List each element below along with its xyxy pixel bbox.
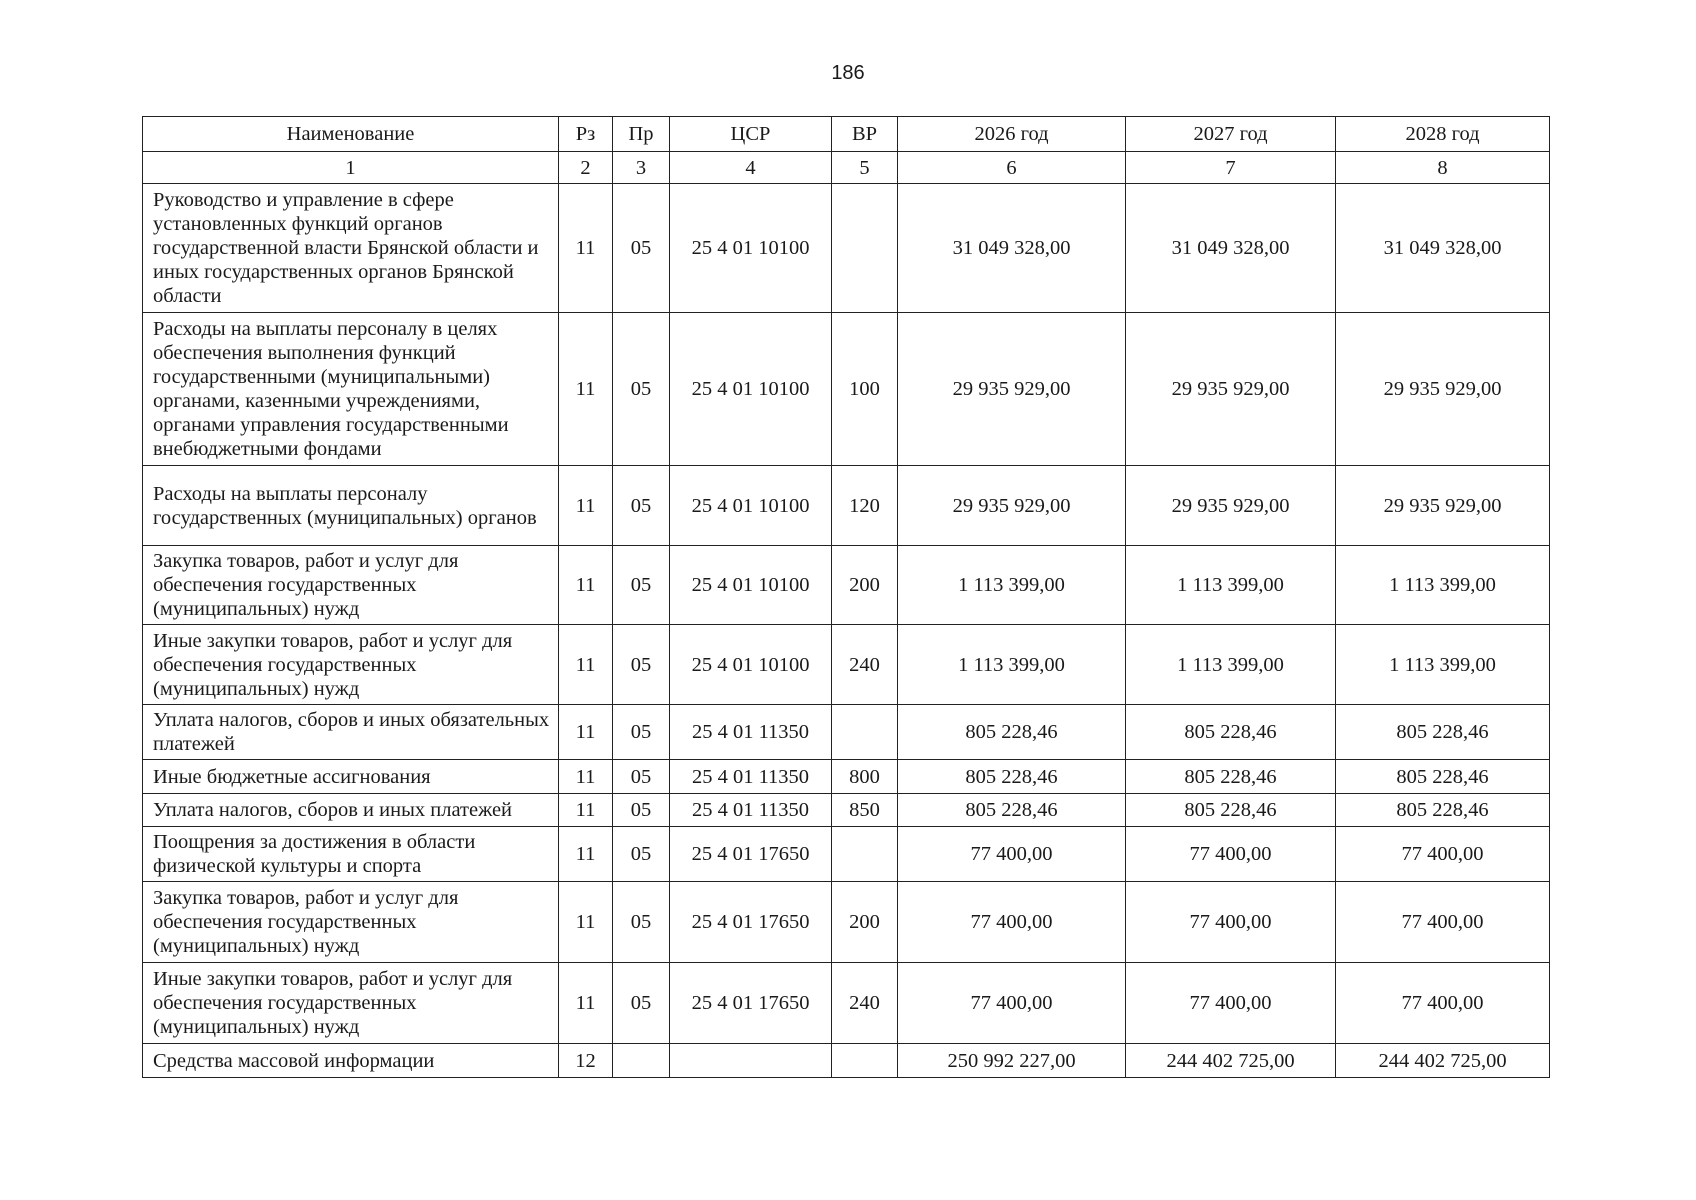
row-rz: 12 <box>559 1044 613 1078</box>
row-name: Расходы на выплаты персоналу в целях обеспечения выполнения функций государственными (муниципальными) органами, казенными учреждениями, органами управления государственными внебюджетными фондами <box>143 313 559 466</box>
row-vr: 240 <box>832 625 898 705</box>
row-vr <box>832 184 898 313</box>
row-csr: 25 4 01 17650 <box>670 963 832 1044</box>
row-csr: 25 4 01 17650 <box>670 882 832 963</box>
row-csr: 25 4 01 11350 <box>670 705 832 760</box>
row-csr: 25 4 01 10100 <box>670 313 832 466</box>
row-csr: 25 4 01 10100 <box>670 466 832 546</box>
column-number: 4 <box>670 152 832 184</box>
row-pr: 05 <box>613 760 670 794</box>
row-amount-2027: 77 400,00 <box>1126 882 1336 963</box>
table-row <box>143 794 1550 827</box>
row-amount-2027: 1 113 399,00 <box>1126 625 1336 705</box>
row-amount-2028: 805 228,46 <box>1336 794 1550 827</box>
row-name: Средства массовой информации <box>143 1044 559 1078</box>
row-vr: 800 <box>832 760 898 794</box>
row-vr: 100 <box>832 313 898 466</box>
row-pr: 05 <box>613 882 670 963</box>
header-2028: 2028 год <box>1336 117 1550 152</box>
row-amount-2027: 29 935 929,00 <box>1126 466 1336 546</box>
row-vr: 200 <box>832 546 898 625</box>
row-pr: 05 <box>613 466 670 546</box>
row-amount-2027: 244 402 725,00 <box>1126 1044 1336 1078</box>
row-amount-2028: 29 935 929,00 <box>1336 313 1550 466</box>
header-csr: ЦСР <box>670 117 832 152</box>
budget-table <box>142 116 1550 1078</box>
table-row <box>143 466 1550 546</box>
row-pr: 05 <box>613 625 670 705</box>
row-csr: 25 4 01 10100 <box>670 184 832 313</box>
row-csr: 25 4 01 17650 <box>670 827 832 882</box>
row-pr <box>613 1044 670 1078</box>
row-pr: 05 <box>613 313 670 466</box>
row-name: Уплата налогов, сборов и иных обязательных платежей <box>143 705 559 760</box>
row-name: Закупка товаров, работ и услуг для обеспечения государственных (муниципальных) нужд <box>143 882 559 963</box>
row-name: Расходы на выплаты персоналу государственных (муниципальных) органов <box>143 466 559 546</box>
table-row <box>143 184 1550 313</box>
row-rz: 11 <box>559 963 613 1044</box>
row-name: Уплата налогов, сборов и иных платежей <box>143 794 559 827</box>
row-csr: 25 4 01 10100 <box>670 625 832 705</box>
row-pr: 05 <box>613 827 670 882</box>
row-amount-2026: 250 992 227,00 <box>898 1044 1126 1078</box>
row-vr <box>832 1044 898 1078</box>
table-row <box>143 827 1550 882</box>
header-name: Наименование <box>143 117 559 152</box>
row-amount-2026: 805 228,46 <box>898 760 1126 794</box>
table-row <box>143 882 1550 963</box>
column-number: 8 <box>1336 152 1550 184</box>
table-row <box>143 760 1550 794</box>
table-row <box>143 705 1550 760</box>
row-amount-2026: 31 049 328,00 <box>898 184 1126 313</box>
row-rz: 11 <box>559 705 613 760</box>
header-rz: Рз <box>559 117 613 152</box>
column-number: 5 <box>832 152 898 184</box>
row-name: Иные закупки товаров, работ и услуг для обеспечения государственных (муниципальных) нужд <box>143 625 559 705</box>
row-amount-2027: 77 400,00 <box>1126 963 1336 1044</box>
row-pr: 05 <box>613 546 670 625</box>
header-2027: 2027 год <box>1126 117 1336 152</box>
column-number: 2 <box>559 152 613 184</box>
row-amount-2028: 77 400,00 <box>1336 963 1550 1044</box>
row-csr: 25 4 01 11350 <box>670 760 832 794</box>
header-vr: ВР <box>832 117 898 152</box>
row-amount-2028: 77 400,00 <box>1336 827 1550 882</box>
row-vr: 240 <box>832 963 898 1044</box>
table-row <box>143 625 1550 705</box>
column-number: 6 <box>898 152 1126 184</box>
row-rz: 11 <box>559 466 613 546</box>
row-name: Иные закупки товаров, работ и услуг для обеспечения государственных (муниципальных) нужд <box>143 963 559 1044</box>
header-row <box>143 117 1550 152</box>
column-number-row <box>143 152 1550 184</box>
row-pr: 05 <box>613 705 670 760</box>
row-rz: 11 <box>559 184 613 313</box>
header-pr: Пр <box>613 117 670 152</box>
row-amount-2026: 805 228,46 <box>898 705 1126 760</box>
row-amount-2027: 29 935 929,00 <box>1126 313 1336 466</box>
row-amount-2028: 77 400,00 <box>1336 882 1550 963</box>
row-rz: 11 <box>559 625 613 705</box>
row-amount-2027: 1 113 399,00 <box>1126 546 1336 625</box>
row-pr: 05 <box>613 794 670 827</box>
row-csr: 25 4 01 10100 <box>670 546 832 625</box>
row-amount-2027: 77 400,00 <box>1126 827 1336 882</box>
row-rz: 11 <box>559 313 613 466</box>
row-rz: 11 <box>559 882 613 963</box>
row-amount-2026: 77 400,00 <box>898 882 1126 963</box>
row-amount-2028: 805 228,46 <box>1336 760 1550 794</box>
row-rz: 11 <box>559 760 613 794</box>
column-number: 1 <box>143 152 559 184</box>
header-2026: 2026 год <box>898 117 1126 152</box>
row-name: Руководство и управление в сфере установленных функций органов государственной власти Брянской области и иных государственных органов Брянской области <box>143 184 559 313</box>
table-row <box>143 546 1550 625</box>
row-rz: 11 <box>559 794 613 827</box>
row-amount-2026: 1 113 399,00 <box>898 625 1126 705</box>
row-rz: 11 <box>559 546 613 625</box>
row-amount-2028: 244 402 725,00 <box>1336 1044 1550 1078</box>
row-vr: 850 <box>832 794 898 827</box>
table-row <box>143 313 1550 466</box>
row-name: Поощрения за достижения в области физической культуры и спорта <box>143 827 559 882</box>
row-amount-2028: 1 113 399,00 <box>1336 546 1550 625</box>
row-amount-2026: 77 400,00 <box>898 963 1126 1044</box>
row-csr: 25 4 01 11350 <box>670 794 832 827</box>
row-pr: 05 <box>613 184 670 313</box>
row-amount-2028: 29 935 929,00 <box>1336 466 1550 546</box>
column-number: 7 <box>1126 152 1336 184</box>
row-amount-2028: 31 049 328,00 <box>1336 184 1550 313</box>
row-amount-2027: 805 228,46 <box>1126 794 1336 827</box>
row-pr: 05 <box>613 963 670 1044</box>
column-number: 3 <box>613 152 670 184</box>
row-amount-2026: 29 935 929,00 <box>898 313 1126 466</box>
row-amount-2026: 29 935 929,00 <box>898 466 1126 546</box>
row-amount-2028: 1 113 399,00 <box>1336 625 1550 705</box>
row-csr <box>670 1044 832 1078</box>
row-vr <box>832 705 898 760</box>
table-row <box>143 1044 1550 1078</box>
table-row <box>143 963 1550 1044</box>
page-number: 186 <box>831 62 865 84</box>
row-amount-2027: 805 228,46 <box>1126 705 1336 760</box>
row-amount-2026: 805 228,46 <box>898 794 1126 827</box>
row-vr: 120 <box>832 466 898 546</box>
row-vr <box>832 827 898 882</box>
row-amount-2026: 1 113 399,00 <box>898 546 1126 625</box>
row-name: Закупка товаров, работ и услуг для обеспечения государственных (муниципальных) нужд <box>143 546 559 625</box>
row-vr: 200 <box>832 882 898 963</box>
row-amount-2027: 805 228,46 <box>1126 760 1336 794</box>
row-amount-2027: 31 049 328,00 <box>1126 184 1336 313</box>
row-rz: 11 <box>559 827 613 882</box>
row-amount-2028: 805 228,46 <box>1336 705 1550 760</box>
row-amount-2026: 77 400,00 <box>898 827 1126 882</box>
row-name: Иные бюджетные ассигнования <box>143 760 559 794</box>
